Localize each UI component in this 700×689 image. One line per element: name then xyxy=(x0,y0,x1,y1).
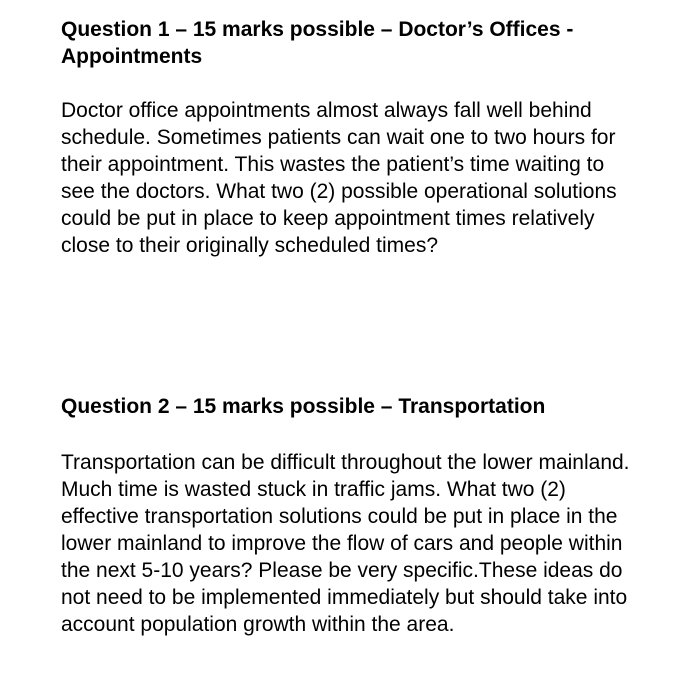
question-1-title: Question 1 – 15 marks possible – Doctor’s Offices - Appointments xyxy=(61,18,574,68)
question-2-body: Transportation can be difficult throughout the lower mainland. Much time is wasted stuck in traffic jams. What two (2) effective transportation solutions could be put in place in the lower mainland to improve the flow of cars and people within the next 5-10 years? Please be very specific.These ideas do not need to be implemented immediately but should take into account population growth within the area. xyxy=(61,451,630,636)
question-2-title: Question 2 – 15 marks possible – Transportation xyxy=(61,395,546,418)
question-1-body: Doctor office appointments almost always fall well behind schedule. Sometimes patients can wait one to two hours for their appointment. This wastes the patient’s time waiting to see the doctors. What two (2) possible operational solutions could be put in place to keep appointment times relatively close to their originally scheduled times? xyxy=(61,99,617,257)
question-1 xyxy=(61,16,641,259)
question-2 xyxy=(61,393,641,638)
